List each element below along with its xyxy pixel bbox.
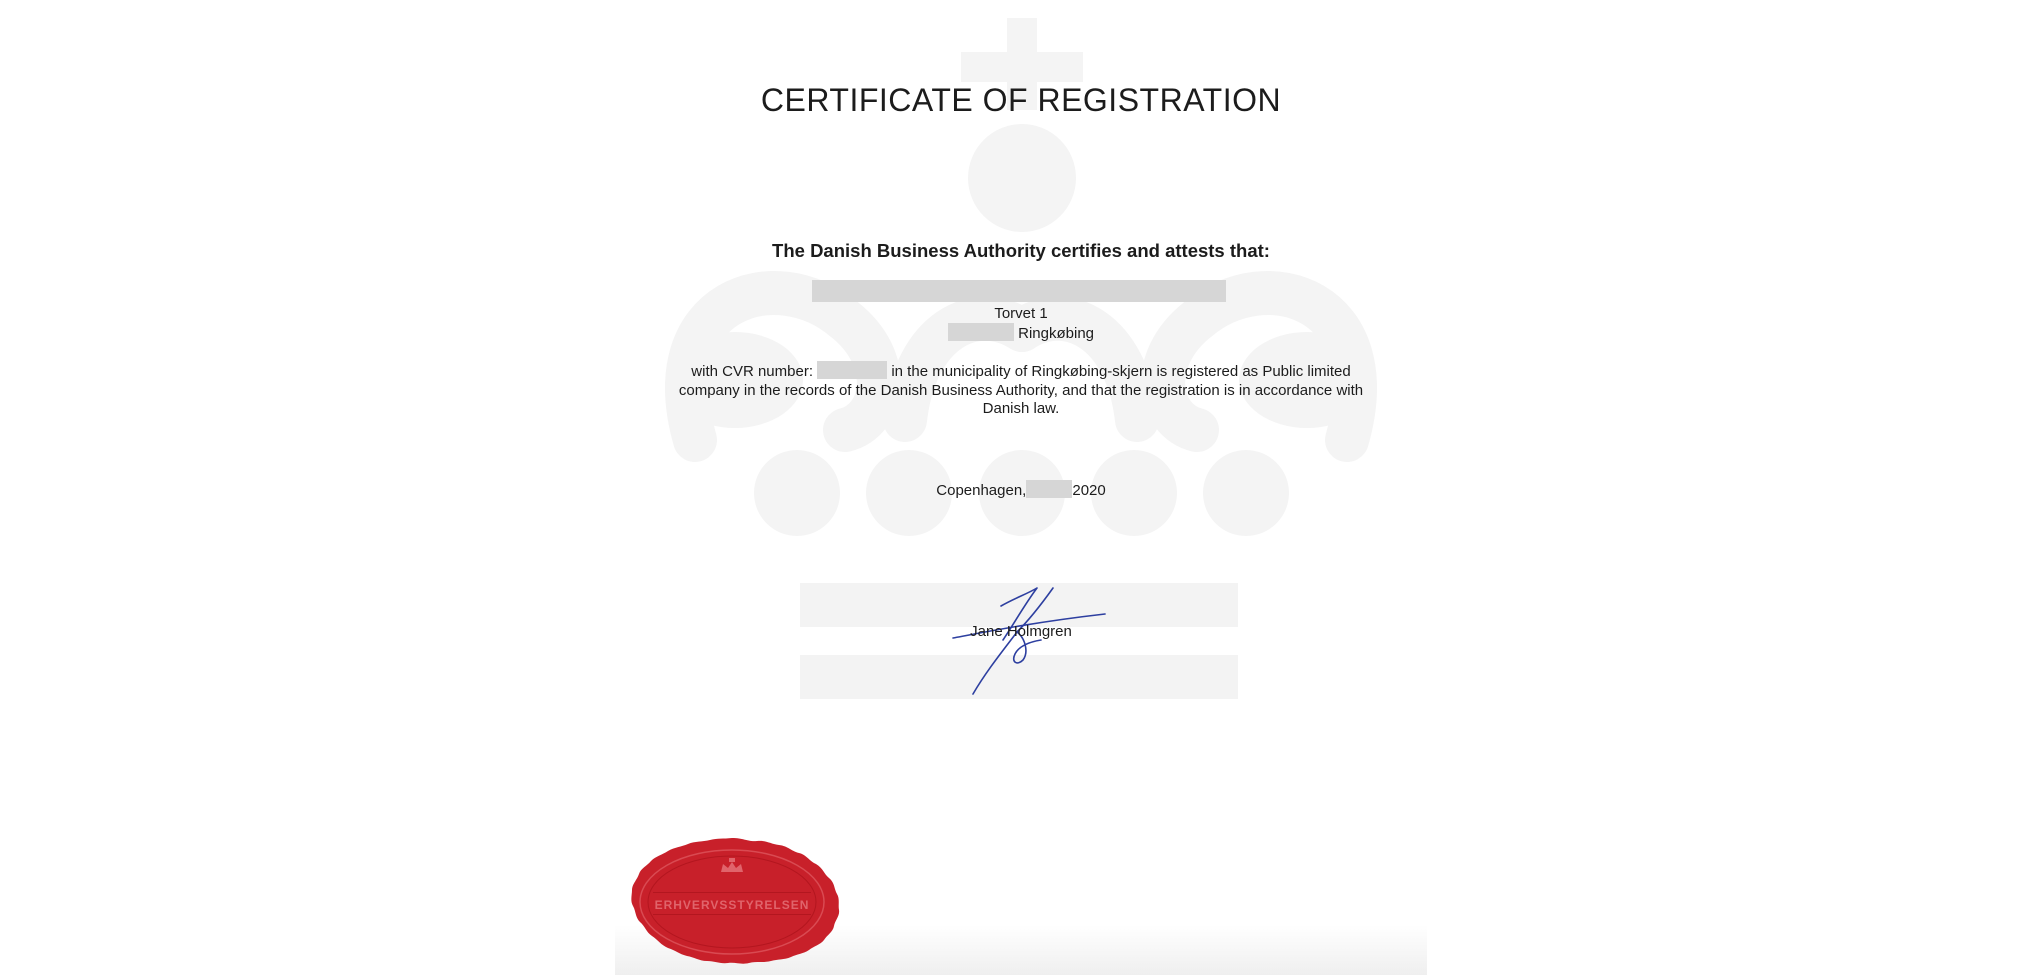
cvr-label: with CVR number: — [691, 363, 813, 380]
address-city: Ringkøbing — [1018, 325, 1095, 342]
company-name-redaction — [812, 280, 1226, 302]
svg-text:ERHVERVSSTYRELSEN: ERHVERVSSTYRELSEN — [654, 898, 810, 912]
address-street: Torvet 1 — [994, 305, 1048, 322]
signature-scribble — [945, 582, 1115, 698]
certifies-line: The Danish Business Authority certifies and attests that: — [772, 240, 1270, 261]
certificate-title: CERTIFICATE OF REGISTRATION — [760, 82, 1282, 118]
cvr-number-redaction — [817, 361, 887, 379]
signer-name: Jane Holmgren — [970, 623, 1072, 640]
red-seal — [623, 836, 841, 968]
address-city-line — [615, 323, 1427, 342]
place: Copenhagen, — [936, 482, 1027, 499]
place-date-line — [615, 480, 1427, 499]
registration-text: in the municipality of Ringkøbing-skjern is registered as Public limited company in the records of the Danish Business Authority, and that the registration is in accordance with Danish law. — [678, 363, 1364, 418]
date-redaction — [1026, 480, 1072, 498]
certificate-page — [615, 0, 1427, 975]
postal-code-redaction — [948, 323, 1014, 341]
registration-statement — [665, 361, 1377, 419]
year: 2020 — [1072, 482, 1106, 499]
